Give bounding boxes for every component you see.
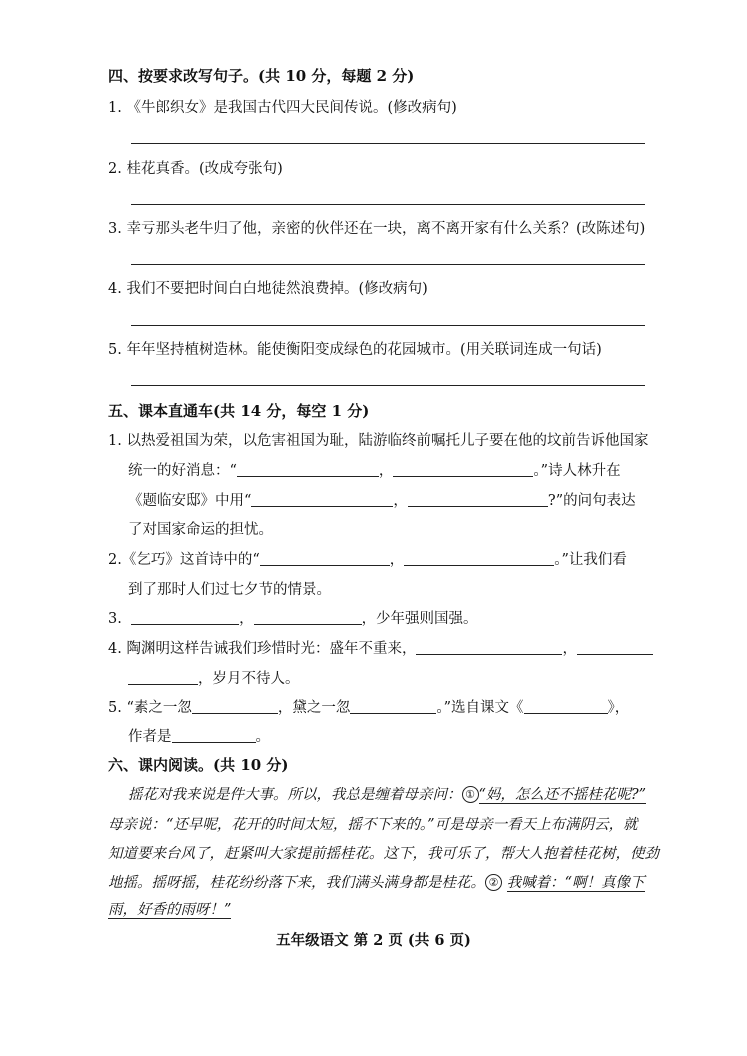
section4-item-2: 2. 桂花真香。(改成夸张句) [108,161,283,177]
q5-text-b: ，黛之一忽 [277,700,351,716]
blank-q1-2[interactable] [393,461,533,477]
q1-line3-text-c: ?”的问句表达 [547,493,636,509]
passage-text-4: 地摇。摇呀摇，桂花纷纷落下来，我们满头满身都是桂花。 [108,875,485,891]
underlined-sentence-2a: 我喊着：“啊！真像下 [506,875,645,891]
underlined-sentence-1: “妈，怎么还不摇桂花呢?” [478,787,647,803]
blank-q1-1[interactable] [237,461,379,477]
blank-q5-3[interactable] [524,698,608,714]
q2-line1 [108,550,627,570]
q1-line2-text-c: 。”诗人林升在 [533,463,621,479]
q4-line1-text: 4. 陶渊明这样告诫我们珍惜时光：盛年不重来， [108,641,417,657]
section4-item-5: 5. 年年坚持植树造林。能使衡阳变成绿色的花园城市。(用关联词连成一句话) [108,342,602,358]
q4-line2 [128,669,300,689]
q2-line1-text-c: 。”让我们看 [554,552,627,568]
blank-q3-1[interactable] [131,609,239,625]
blank-q5-1[interactable] [192,698,278,714]
q5-text-e: 作者是 [128,729,172,745]
q1-line4: 了对国家命运的担忧。 [128,522,273,538]
underlined-sentence-2b: 雨，好香的雨呀！” [108,902,232,918]
q5-text-a: 5. “素之一忽 [108,700,192,716]
q5-text-c: 。”选自课文《 [436,700,524,716]
q1-line2-text-a: 统一的好消息：“ [128,463,237,479]
q2-line2: 到了那时人们过七夕节的情景。 [128,582,331,598]
q5-text-f: 。 [255,729,270,745]
q5-text-d: 》， [607,700,630,716]
blank-q3-2[interactable] [254,609,362,625]
section4-item-1: 1. 《牛郎织女》是我国古代四大民间传说。(修改病句) [108,100,457,116]
q4-line2-text: ，岁月不待人。 [198,671,300,687]
blank-q1-4[interactable] [408,491,548,507]
passage-line-1 [128,785,646,805]
answer-line-3[interactable] [131,264,645,265]
q5-line2 [128,727,270,747]
q1-line1: 1. 以热爱祖国为荣，以危害祖国为耻，陆游临终前嘱托儿子要在他的坟前告诉他国家 [108,433,649,449]
passage-line-2: 母亲说：“还早呢，花开的时间太短，摇不下来的。”可是母亲一看天上布满阴云，就 [108,817,638,833]
q1-line3 [128,491,636,511]
answer-line-2[interactable] [131,204,645,205]
blank-q5-4[interactable] [172,727,256,743]
blank-q2-1[interactable] [260,550,390,566]
answer-line-5[interactable] [131,385,645,386]
section4-item-3: 3. 幸亏那头老牛归了他，亲密的伙伴还在一块，离不离开家有什么关系？(改陈述句) [108,221,646,237]
circle-two-icon: ② [485,874,502,891]
q1-line3-text-a: 《题临安邸》中用“ [128,493,252,509]
blank-q5-2[interactable] [350,698,436,714]
passage-text-1: 摇花对我来说是件大事。所以，我总是缠着母亲问： [128,787,462,803]
q3-line [108,609,478,629]
q3-text-a: ， [239,611,254,627]
q2-line1-text-a: 2.《乞巧》这首诗中的“ [108,552,260,568]
section5-heading: 五、课本直通车(共 14 分，每空 1 分) [108,402,370,420]
blank-q4-1[interactable] [416,639,562,655]
section6-heading: 六、课内阅读。(共 10 分) [108,756,289,774]
blank-q4-3[interactable] [128,669,198,685]
blank-q2-2[interactable] [404,550,554,566]
answer-line-4[interactable] [131,325,645,326]
q1-line2 [128,461,621,481]
answer-line-1[interactable] [131,143,645,144]
section4-item-4: 4. 我们不要把时间白白地徒然浪费掉。(修改病句) [108,281,428,297]
q4-line1 [108,639,653,659]
passage-line-5 [108,900,231,920]
passage-line-4 [108,873,645,893]
circle-one-icon: ① [462,786,479,803]
q2-line1-text-b: ， [389,552,405,568]
q1-line2-text-b: ， [378,463,394,479]
q1-line3-text-b: ， [393,493,408,509]
q3-text-b: ，少年强则国强。 [361,611,478,627]
section4-heading: 四、按要求改写句子。(共 10 分，每题 2 分) [108,67,415,85]
passage-line-3: 知道要来台风了，赶紧叫大家提前摇桂花。这下，我可乐了，帮大人抱着桂花树，使劲 [108,846,659,862]
blank-q1-3[interactable] [251,491,393,507]
blank-q4-2[interactable] [577,639,653,655]
page-footer: 五年级语文 第 2 页 (共 6 页) [276,932,471,949]
q5-line1 [108,698,629,718]
q3-num: 3. [108,611,122,627]
q4-line1-text-b: ， [562,641,577,657]
